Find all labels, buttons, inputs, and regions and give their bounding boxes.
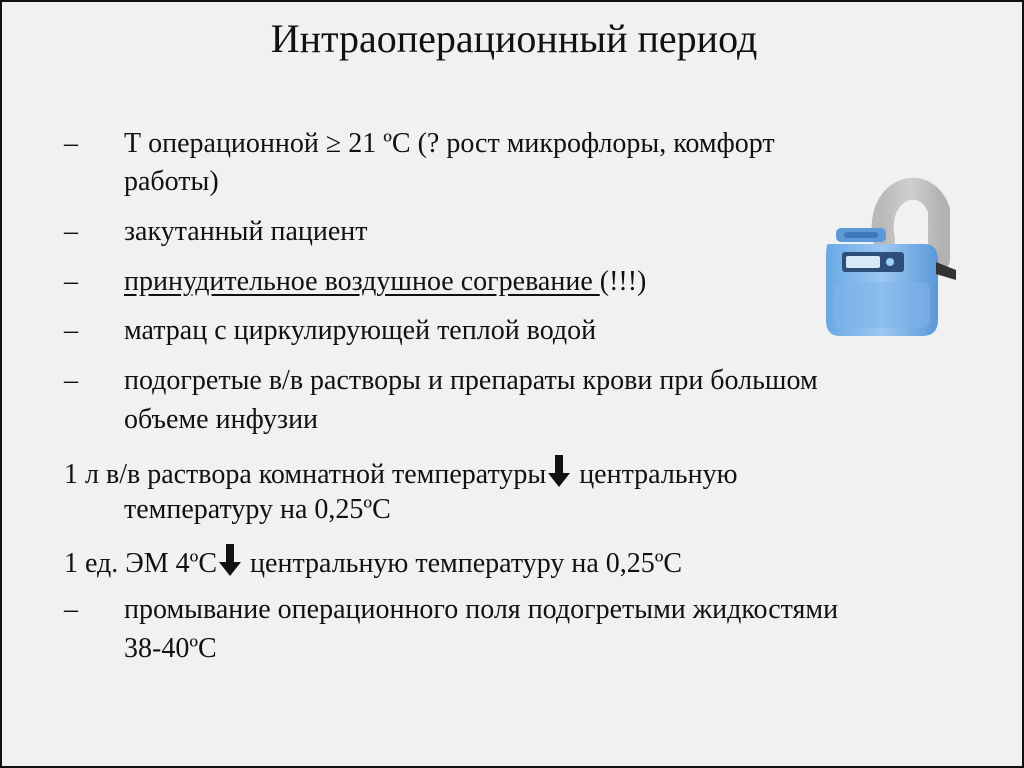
bullet-3-underlined: принудительное воздушное согревание xyxy=(124,266,600,297)
note-1-line-2: температуру на 0,25ºС xyxy=(124,494,391,525)
note-1-text-a: 1 л в/в раствора комнатной температуры xyxy=(64,459,547,490)
bullet-2: закутанный пациент xyxy=(124,216,368,247)
slide-title: Интраоперационный период xyxy=(270,16,758,61)
bullet-6-line-1: промывание операционного поля подогретыми жидкостями xyxy=(124,594,839,625)
bullet-dash: – xyxy=(64,594,78,625)
bullet-1-line-2: работы) xyxy=(124,166,219,197)
forced-air-warmer-image xyxy=(814,170,964,350)
bullet-4: матрац с циркулирующей теплой водой xyxy=(124,315,597,346)
bullet-3-rest: (!!!) xyxy=(599,266,647,297)
bullet-dash: – xyxy=(64,128,78,159)
bullet-3 xyxy=(124,264,646,300)
note-1-text-b: центральную xyxy=(572,459,738,490)
note-2-text-b: центральную температуру на 0,25ºС xyxy=(243,548,683,579)
note-2 xyxy=(64,542,682,588)
note-2-text-a: 1 ед. ЭМ 4ºС xyxy=(64,548,218,579)
bullet-dash: – xyxy=(64,266,78,297)
down-arrow-icon xyxy=(546,453,572,499)
bullet-5-line-2: объеме инфузии xyxy=(124,404,319,435)
bullet-dash: – xyxy=(64,216,78,247)
bullet-1-line-1: Т операционной ≥ 21 ºС (? рост микрофлоры, комфорт xyxy=(124,128,775,159)
bullet-dash: – xyxy=(64,365,78,396)
down-arrow-icon xyxy=(217,542,243,588)
bullet-6-line-2: 38-40ºС xyxy=(124,633,217,664)
bullet-dash: – xyxy=(64,315,78,346)
bullet-5-line-1: подогретые в/в растворы и препараты крови при большом xyxy=(124,365,818,396)
